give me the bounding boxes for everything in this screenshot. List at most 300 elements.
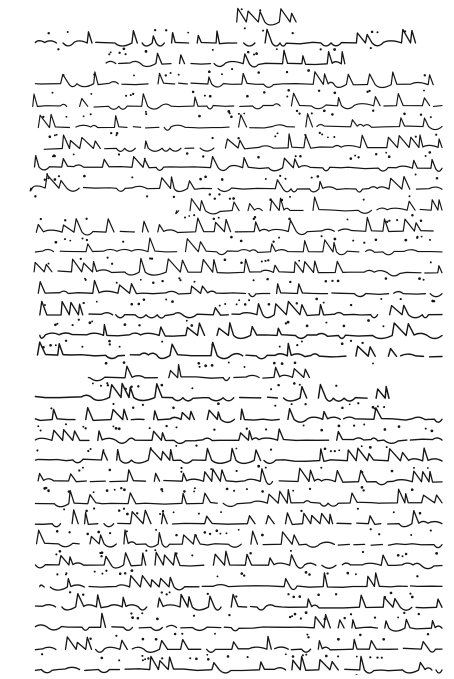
- ink-stroke: [38, 468, 442, 485]
- ink-dot: [436, 177, 439, 180]
- ink-dot: [100, 657, 103, 660]
- ink-dot: [142, 659, 144, 661]
- ink-dot: [209, 193, 211, 195]
- ink-dot: [84, 278, 86, 280]
- ink-dot: [136, 512, 138, 514]
- ink-dot: [81, 346, 83, 348]
- ink-dot: [47, 32, 49, 34]
- ink-dot: [81, 237, 83, 239]
- ink-dot: [381, 657, 383, 659]
- ink-dot: [404, 239, 407, 242]
- ink-dot: [240, 261, 243, 264]
- ink-dot: [278, 237, 280, 239]
- ink-dot: [279, 346, 281, 348]
- ink-stroke: [34, 258, 442, 276]
- ink-dot: [237, 137, 239, 139]
- ink-dot: [145, 50, 148, 53]
- ink-dot: [335, 385, 337, 387]
- ink-dot: [189, 657, 191, 659]
- ink-dot: [198, 513, 200, 515]
- ink-dot: [363, 424, 365, 426]
- ink-dot: [47, 177, 49, 179]
- ink-dot: [101, 573, 103, 575]
- ink-dot: [370, 47, 372, 49]
- ink-dot: [286, 71, 288, 73]
- ink-dot: [331, 113, 334, 116]
- ink-dot: [343, 617, 345, 619]
- ink-dot: [89, 321, 92, 324]
- ink-dot: [161, 341, 163, 343]
- ink-dot: [59, 550, 62, 553]
- handwritten-line: [35, 593, 442, 616]
- ink-dot: [261, 490, 264, 493]
- ink-dot: [429, 239, 431, 241]
- handwritten-line: [33, 91, 442, 114]
- ink-dot: [397, 554, 400, 557]
- ink-dot: [294, 613, 297, 616]
- handwritten-arabic-letter: [6, 4, 448, 675]
- handwritten-line: [35, 613, 442, 637]
- ink-dot: [123, 488, 126, 491]
- ink-dot: [291, 403, 293, 405]
- ink-dot: [240, 240, 243, 243]
- ink-dot: [142, 638, 145, 641]
- ink-dot: [267, 259, 269, 261]
- ink-dot: [236, 303, 238, 305]
- ink-dot: [403, 612, 405, 614]
- ink-dot: [420, 219, 423, 222]
- ink-dot: [220, 511, 222, 513]
- ink-dot: [370, 528, 372, 530]
- ink-dot: [228, 362, 230, 364]
- ink-dot: [224, 258, 227, 261]
- ink-dot: [292, 596, 295, 599]
- handwritten-line: [30, 175, 442, 198]
- ink-dot: [72, 324, 74, 326]
- handwritten-line: [106, 50, 345, 73]
- ink-dot: [300, 510, 302, 512]
- ink-dot: [118, 427, 121, 430]
- ink-dot: [103, 449, 105, 451]
- ink-dot: [247, 51, 250, 54]
- ink-dot: [179, 279, 181, 281]
- ink-dot: [165, 425, 167, 427]
- ink-stroke: [35, 510, 442, 527]
- ink-dot: [110, 51, 112, 53]
- ink-dot: [191, 554, 193, 556]
- ink-dot: [93, 507, 95, 509]
- ink-dot: [170, 72, 172, 74]
- ink-dot: [145, 111, 147, 113]
- ink-dot: [323, 302, 325, 304]
- ink-dot: [195, 657, 198, 660]
- ink-dot: [108, 340, 111, 343]
- ink-dot: [236, 470, 238, 472]
- ink-dot: [190, 324, 193, 327]
- ink-dot: [289, 616, 291, 618]
- ink-dot: [52, 155, 54, 157]
- ink-dot: [112, 425, 114, 427]
- ink-dot: [320, 48, 322, 50]
- ink-dot: [291, 615, 293, 617]
- ink-dot: [156, 618, 159, 621]
- ink-stroke: [44, 134, 442, 151]
- ink-dot: [292, 655, 295, 658]
- ink-dot: [334, 238, 337, 241]
- ink-dot: [350, 304, 352, 306]
- ink-dot: [43, 487, 46, 490]
- ink-dot: [165, 29, 167, 31]
- ink-dot: [398, 425, 401, 428]
- ink-dot: [87, 450, 89, 452]
- ink-dot: [424, 74, 426, 76]
- ink-dot: [96, 301, 98, 303]
- ink-dot: [266, 278, 269, 281]
- ink-stroke: [37, 530, 443, 548]
- ink-dot: [138, 303, 141, 306]
- ink-dot: [219, 533, 221, 535]
- ink-dot: [327, 136, 329, 138]
- ink-dot: [277, 384, 280, 387]
- ink-dot: [372, 406, 375, 409]
- ink-dot: [85, 218, 87, 220]
- ink-dot: [431, 430, 434, 433]
- ink-dot: [244, 366, 246, 368]
- ink-dot: [261, 260, 263, 262]
- ink-dot: [261, 534, 264, 537]
- ink-dot: [417, 236, 419, 238]
- ink-dot: [230, 236, 233, 239]
- ink-dot: [356, 656, 358, 658]
- ink-dot: [86, 533, 89, 536]
- ink-dot: [273, 362, 276, 365]
- ink-dot: [218, 193, 220, 195]
- ink-dot: [207, 658, 210, 661]
- ink-dot: [362, 489, 364, 491]
- ink-dot: [430, 530, 432, 532]
- ink-dot: [137, 617, 140, 620]
- ink-dot: [180, 467, 182, 469]
- ink-dot: [161, 591, 163, 593]
- ink-dot: [280, 199, 283, 202]
- ink-dot: [133, 74, 135, 76]
- ink-dot: [213, 218, 215, 220]
- ink-dot: [34, 195, 36, 197]
- ink-dot: [363, 242, 365, 244]
- ink-dot: [175, 426, 177, 428]
- ink-dot: [229, 198, 231, 200]
- ink-dot: [83, 175, 86, 178]
- handwritten-line: [38, 342, 443, 365]
- ink-dot: [302, 654, 304, 656]
- ink-stroke: [106, 50, 345, 67]
- ink-dot: [160, 488, 163, 491]
- ink-dot: [116, 282, 118, 284]
- ink-dot: [123, 47, 126, 50]
- handwritten-line: [37, 530, 443, 553]
- ink-dot: [333, 91, 336, 94]
- ink-dot: [285, 322, 287, 324]
- ink-dot: [56, 530, 59, 533]
- ink-dot: [65, 340, 67, 342]
- ink-dot: [131, 616, 134, 619]
- ink-dot: [305, 611, 308, 614]
- ink-dot: [362, 551, 364, 553]
- ink-dot: [124, 572, 126, 574]
- ink-dot: [303, 424, 305, 426]
- ink-dot: [357, 156, 359, 158]
- ink-dot: [372, 362, 374, 364]
- ink-dot: [118, 659, 120, 661]
- ink-dot: [49, 135, 52, 138]
- ink-dot: [123, 508, 125, 510]
- handwritten-line: [40, 321, 442, 344]
- ink-dot: [175, 534, 178, 537]
- ink-dot: [83, 302, 85, 304]
- ink-dot: [94, 571, 96, 573]
- ink-dot: [279, 175, 281, 177]
- ink-dot: [36, 449, 38, 451]
- ink-stroke: [35, 551, 442, 568]
- ink-dot: [338, 449, 340, 451]
- ink-dot: [296, 344, 298, 346]
- ink-dot: [37, 425, 39, 427]
- handwritten-line: [36, 217, 433, 239]
- ink-dot: [155, 529, 157, 531]
- ink-dot: [350, 157, 353, 160]
- ink-dot: [173, 196, 175, 198]
- ink-dot: [92, 382, 94, 384]
- ink-dot: [325, 655, 328, 658]
- ink-dot: [126, 530, 128, 532]
- ink-dot: [212, 49, 214, 51]
- handwritten-line: [35, 551, 442, 574]
- ink-dot: [105, 362, 108, 365]
- ink-dot: [306, 325, 309, 328]
- ink-dot: [147, 657, 149, 659]
- ink-dot: [306, 634, 308, 636]
- ink-dot: [78, 469, 80, 471]
- ink-dot: [357, 402, 359, 404]
- handwritten-line: [40, 572, 442, 595]
- ink-dot: [143, 298, 146, 301]
- ink-dot: [419, 512, 422, 515]
- ink-dot: [287, 89, 290, 92]
- handwritten-line: [35, 29, 415, 51]
- ink-dot: [350, 613, 352, 615]
- ink-dot: [421, 236, 423, 238]
- ink-dot: [194, 487, 196, 489]
- ink-dot: [106, 489, 109, 492]
- ink-dot: [284, 178, 286, 180]
- ink-stroke: [35, 408, 442, 423]
- ink-dot: [292, 32, 294, 34]
- ink-dot: [131, 176, 133, 178]
- ink-dot: [367, 319, 370, 322]
- ink-dot: [149, 257, 151, 259]
- ink-dot: [289, 196, 291, 198]
- ink-stroke: [40, 573, 442, 590]
- ink-dot: [130, 386, 132, 388]
- ink-dot: [90, 113, 92, 115]
- ink-dot: [277, 132, 279, 134]
- handwritten-line: [35, 154, 443, 177]
- ink-dot: [333, 48, 336, 51]
- ink-dot: [208, 70, 211, 73]
- ink-dot: [296, 110, 298, 112]
- ink-dot: [402, 555, 404, 557]
- ink-dot: [361, 471, 363, 473]
- ink-dot: [363, 199, 365, 201]
- ink-dot: [54, 134, 56, 136]
- handwritten-line: [35, 405, 442, 428]
- ink-dot: [50, 407, 52, 409]
- ink-dot: [40, 218, 42, 220]
- ink-dot: [255, 52, 258, 55]
- ink-dot: [320, 429, 323, 432]
- ink-dot: [52, 92, 54, 94]
- ink-dot: [337, 655, 339, 657]
- ink-dot: [253, 279, 255, 281]
- ink-dot: [100, 385, 102, 387]
- ink-dot: [165, 74, 167, 76]
- ink-dot: [209, 95, 212, 98]
- ink-dot: [304, 403, 306, 405]
- ink-dot: [265, 178, 267, 180]
- ink-dot: [383, 406, 385, 408]
- ink-dot: [307, 636, 309, 638]
- ink-dot: [286, 95, 288, 97]
- ink-dot: [141, 655, 143, 657]
- ink-stroke: [176, 197, 442, 214]
- ink-dot: [287, 593, 289, 595]
- ink-dot: [305, 654, 307, 656]
- ink-dot: [62, 74, 64, 76]
- ink-dot: [193, 490, 195, 492]
- ink-dot: [404, 30, 406, 32]
- ink-dot: [56, 134, 58, 136]
- ink-dot: [409, 195, 411, 197]
- ink-dot: [197, 362, 200, 365]
- ink-dot: [118, 153, 120, 155]
- ink-dot: [323, 109, 326, 112]
- ink-dot: [159, 513, 161, 515]
- ink-dot: [249, 552, 252, 555]
- ink-dot: [232, 197, 235, 200]
- ink-dot: [292, 490, 294, 492]
- ink-dot: [298, 260, 300, 262]
- ink-dot: [241, 8, 243, 10]
- ink-dot: [202, 155, 204, 157]
- ink-dot: [295, 155, 297, 157]
- ink-dot: [435, 552, 438, 555]
- ink-dot: [84, 427, 86, 429]
- ink-stroke: [38, 281, 442, 297]
- ink-dot: [411, 214, 414, 217]
- ink-dot: [44, 304, 46, 306]
- ink-dot: [359, 634, 362, 637]
- ink-dot: [397, 616, 399, 618]
- ink-dot: [380, 298, 382, 300]
- ink-dot: [375, 153, 377, 155]
- ink-stroke: [33, 93, 442, 109]
- ink-dot: [375, 239, 378, 242]
- ink-dot: [374, 616, 376, 618]
- ink-dot: [213, 429, 215, 431]
- ink-dot: [238, 113, 240, 115]
- ink-dot: [130, 612, 132, 614]
- ink-dot: [269, 198, 272, 201]
- ink-dot: [146, 195, 148, 197]
- ink-dot: [119, 572, 122, 575]
- ink-dot: [69, 591, 71, 593]
- ink-dot: [181, 595, 183, 597]
- ink-dot: [400, 298, 402, 300]
- ink-dot: [309, 488, 311, 490]
- ink-dot: [145, 550, 147, 552]
- ink-dot: [416, 575, 418, 577]
- ink-dot: [162, 490, 164, 492]
- ink-dot: [90, 93, 92, 95]
- handwritten-line: [35, 384, 389, 407]
- ink-dot: [405, 553, 408, 556]
- ink-dot: [235, 595, 237, 597]
- ink-dot: [331, 280, 333, 282]
- ink-dot: [221, 73, 223, 75]
- ink-dot: [270, 448, 272, 450]
- ink-dot: [253, 218, 255, 220]
- ink-dot: [141, 612, 143, 614]
- ink-dot: [357, 508, 359, 510]
- ink-dot: [409, 593, 411, 595]
- ink-dot: [425, 428, 427, 430]
- ink-dot: [366, 91, 368, 93]
- ink-dot: [433, 300, 435, 302]
- ink-dot: [130, 303, 133, 306]
- ink-dot: [430, 116, 432, 118]
- ink-dot: [169, 591, 171, 593]
- ink-dot: [333, 136, 335, 138]
- ink-dot: [204, 364, 207, 367]
- ink-dot: [199, 178, 202, 181]
- ink-dot: [294, 361, 297, 364]
- ink-dot: [393, 511, 395, 513]
- ink-dot: [226, 532, 228, 534]
- ink-dot: [183, 490, 186, 493]
- ink-dot: [41, 653, 43, 655]
- ink-dot: [316, 175, 319, 178]
- ink-stroke: [35, 489, 442, 507]
- ink-dot: [299, 384, 301, 386]
- ink-dot: [162, 510, 164, 512]
- ink-dot: [325, 322, 327, 324]
- ink-dot: [171, 300, 174, 303]
- ink-dot: [64, 238, 66, 240]
- ink-dot: [109, 343, 111, 345]
- ink-dot: [352, 240, 354, 242]
- ink-dot: [341, 342, 344, 345]
- ink-dot: [49, 344, 52, 347]
- ink-dot: [320, 467, 322, 469]
- ink-dot: [423, 279, 425, 281]
- ink-dot: [120, 487, 122, 489]
- ink-dot: [124, 323, 127, 326]
- ink-dot: [270, 388, 272, 390]
- ink-dot: [361, 486, 364, 489]
- ink-dot: [116, 132, 119, 135]
- ink-dot: [119, 346, 121, 348]
- ink-dot: [151, 258, 153, 260]
